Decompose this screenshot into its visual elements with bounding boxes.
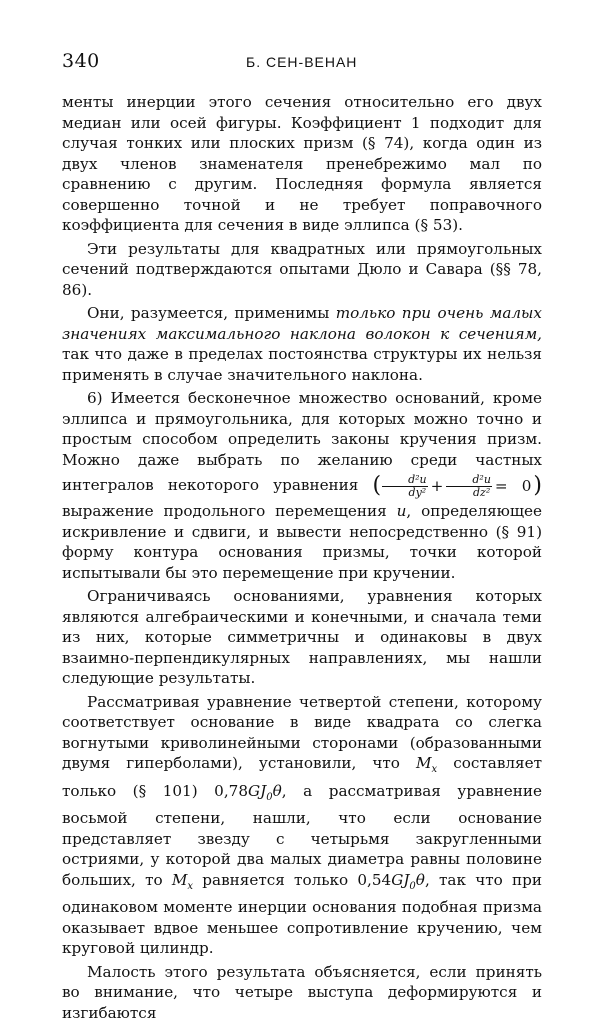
fraction-denominator: dz² [473,485,491,499]
paragraph-1: менты инерции этого сечения относительно его двух медиан или осей фигуры. Коэффициент 1 подходит для случая тонких или плоских призм (§ 74), когда один из двух членов знаменателя пренебрежимо мал по сравнению с другим. Последняя формула является совершенно точной и не требует поправочного коэффициента для сечения в виде эллипса (§ 53). [62,93,542,234]
paragraph-3-text-start: Они, разумеется, применимы [87,304,336,322]
paragraph-3-text-end: так что даже в пределах постоянства структуры их нельзя применять в случае значительного наклона. [62,345,542,384]
paragraph-5: Ограничиваясь основаниями, уравнения которых являются алгебраическими и конечными, и сначала теми из них, которые симметричны и одинаковы в двух взаимно-перпендикулярных направлениях, мы нашли следующие результаты. [62,587,542,687]
paragraph-4-text-start: 6) Имеется бесконечное множество оснований, кроме эллипса и прямоугольника, для которых можно точно и простым способом определить законы кручения призм. Можно даже выбрать по желанию среди частных интегралов некоторого уравнения [62,389,542,494]
paragraph-3-italic-text: только при очень малых значениях максимального наклона волокон к сечениям, [62,304,542,343]
paragraph-7: Малость этого результата объясняется, если принять во внимание, что четыре выступа деформируются и изгибаются [62,962,542,1022]
symbol-mx-2 [171,870,194,892]
running-head: Б. СЕН-ВЕНАН [246,54,358,70]
paragraph-6-text-start: Рассматривая уравнение четвертой степени, которому соответствует основание в виде квадрата со слегка вогнутыми криволинейными сторонами (образованными двумя гиперболами), установили, что [62,692,542,772]
fraction-denominator: dy² [408,485,427,499]
paragraph-6-text-end: , так что при одинаковом моменте инерции основания подобная призма оказывает вдвое меньшее сопротивление кручению, чем круговой цилиндр. [62,870,542,958]
paragraph-6-text-mid-3: равняется только 0,54 [193,870,392,889]
symbol-theta: θ [415,870,425,889]
subscript-x: x [431,764,438,776]
paragraph-3 [62,303,542,385]
formula-equals: = 0 [494,477,532,495]
paragraph-4-text-middle: выражение продольного перемещения [62,502,397,520]
fraction-d2u-dy2 [382,474,428,499]
variable-u: u [396,502,407,520]
paragraph-6-text-mid-1: составляет только (§ 101) 0,78 [62,754,543,800]
symbol-mx-1 [415,754,438,776]
symbol-gj0-1 [248,781,282,803]
symbol-m: M [415,754,432,772]
paragraph-6 [62,692,542,959]
paragraph-4-text-end: , определяющее искривление и сдвиги, и вывести непосредственно (§ 91) форму контура основания призмы, точки которой испытывали бы это перемещение при кручении. [62,502,542,582]
symbol-gj0-2 [391,870,425,892]
formula-plus: + [430,477,444,495]
symbol-gj: GJ [248,781,267,800]
subscript-0: 0 [409,880,416,892]
page-header [62,50,542,76]
subscript-x: x [187,880,194,892]
paragraph-6-text-mid-2: , а рассматривая уравнение восьмой степени, нашли, что если основание представляет звезду с четырьмя закругленными остриями, у которой два малых диаметра равны половине больших, то [62,781,542,889]
paragraph-2: Эти результаты для квадратных или прямоугольных сечений подтверждаются опытами Дюло и Савара (§§ 78, 86). [62,239,542,299]
fraction-numerator: d²u [446,474,492,487]
laplace-equation-formula [372,472,543,499]
symbol-m: M [171,870,188,889]
fraction-numerator: d²u [382,474,428,487]
fraction-d2u-dz2 [446,474,492,499]
symbol-theta: θ [272,781,282,800]
formula-open-paren: ( [372,473,382,498]
body-text [62,92,542,1026]
paragraph-4 [62,388,542,583]
subscript-0: 0 [266,791,273,803]
formula-close-paren: ) [533,473,543,498]
page-number: 340 [62,50,100,72]
symbol-gj: GJ [391,870,410,889]
